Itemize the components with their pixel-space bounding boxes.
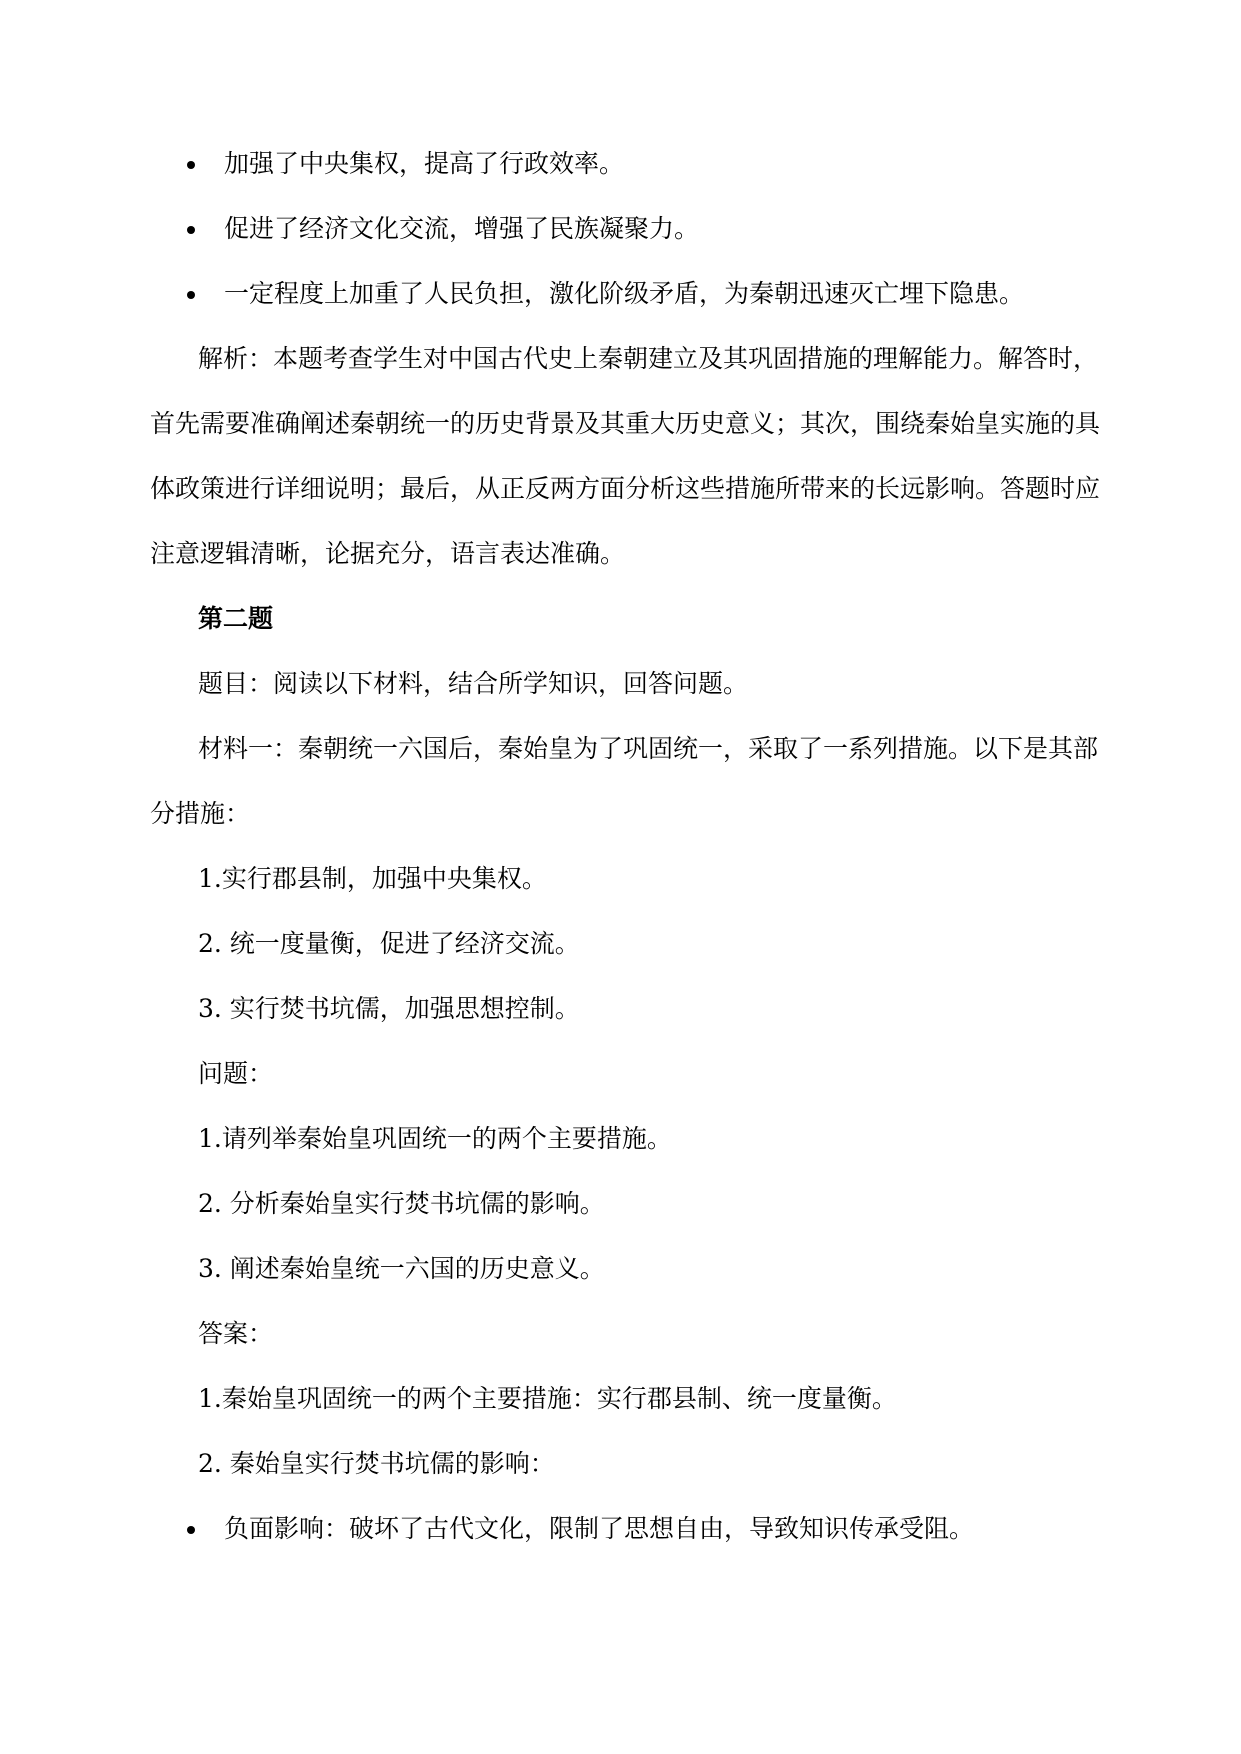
section-heading: 第二题 [198,604,274,633]
question-item: 2. 分析秦始皇实行焚书坑儒的影响。 [198,1189,605,1218]
material-item: 3. 实行焚书坑儒，加强思想控制。 [198,994,580,1023]
bullet-dot [187,1526,195,1534]
material-item: 1.实行郡县制，加强中央集权。 [198,864,547,893]
analysis-line: 体政策进行详细说明；最后，从正反两方面分析这些措施所带来的长远影响。答题时应 [150,474,1101,503]
question-item: 1.请列举秦始皇巩固统一的两个主要措施。 [198,1124,672,1153]
analysis-line: 首先需要准确阐述秦朝统一的历史背景及其重大历史意义；其次，围绕秦始皇实施的具 [150,409,1101,438]
questions-label: 问题： [198,1059,274,1088]
bullet-dot [187,226,195,234]
question-intro: 题目：阅读以下材料，结合所学知识，回答问题。 [198,669,749,698]
answer-bullet: 负面影响：破坏了古代文化，限制了思想自由，导致知识传承受阻。 [224,1514,975,1543]
analysis-line: 注意逻辑清晰，论据充分，语言表达准确。 [150,539,626,568]
analysis-line: 解析：本题考查学生对中国古代史上秦朝建立及其巩固措施的理解能力。解答时， [198,344,1099,373]
bullet-dot [187,291,195,299]
material-line: 分措施： [150,799,251,828]
bullet-text: 加强了中央集权，提高了行政效率。 [224,149,625,178]
material-item: 2. 统一度量衡，促进了经济交流。 [198,929,580,958]
bullet-text: 一定程度上加重了人民负担，激化阶级矛盾，为秦朝迅速灭亡埋下隐患。 [224,279,1025,308]
answers-label: 答案： [198,1319,274,1348]
bullet-dot [187,161,195,169]
material-line: 材料一：秦朝统一六国后，秦始皇为了巩固统一，采取了一系列措施。以下是其部 [198,734,1099,763]
bullet-text: 促进了经济文化交流，增强了民族凝聚力。 [224,214,700,243]
question-item: 3. 阐述秦始皇统一六国的历史意义。 [198,1254,605,1283]
answer-item: 1.秦始皇巩固统一的两个主要措施：实行郡县制、统一度量衡。 [198,1384,897,1413]
answer-item: 2. 秦始皇实行焚书坑儒的影响： [198,1449,555,1478]
